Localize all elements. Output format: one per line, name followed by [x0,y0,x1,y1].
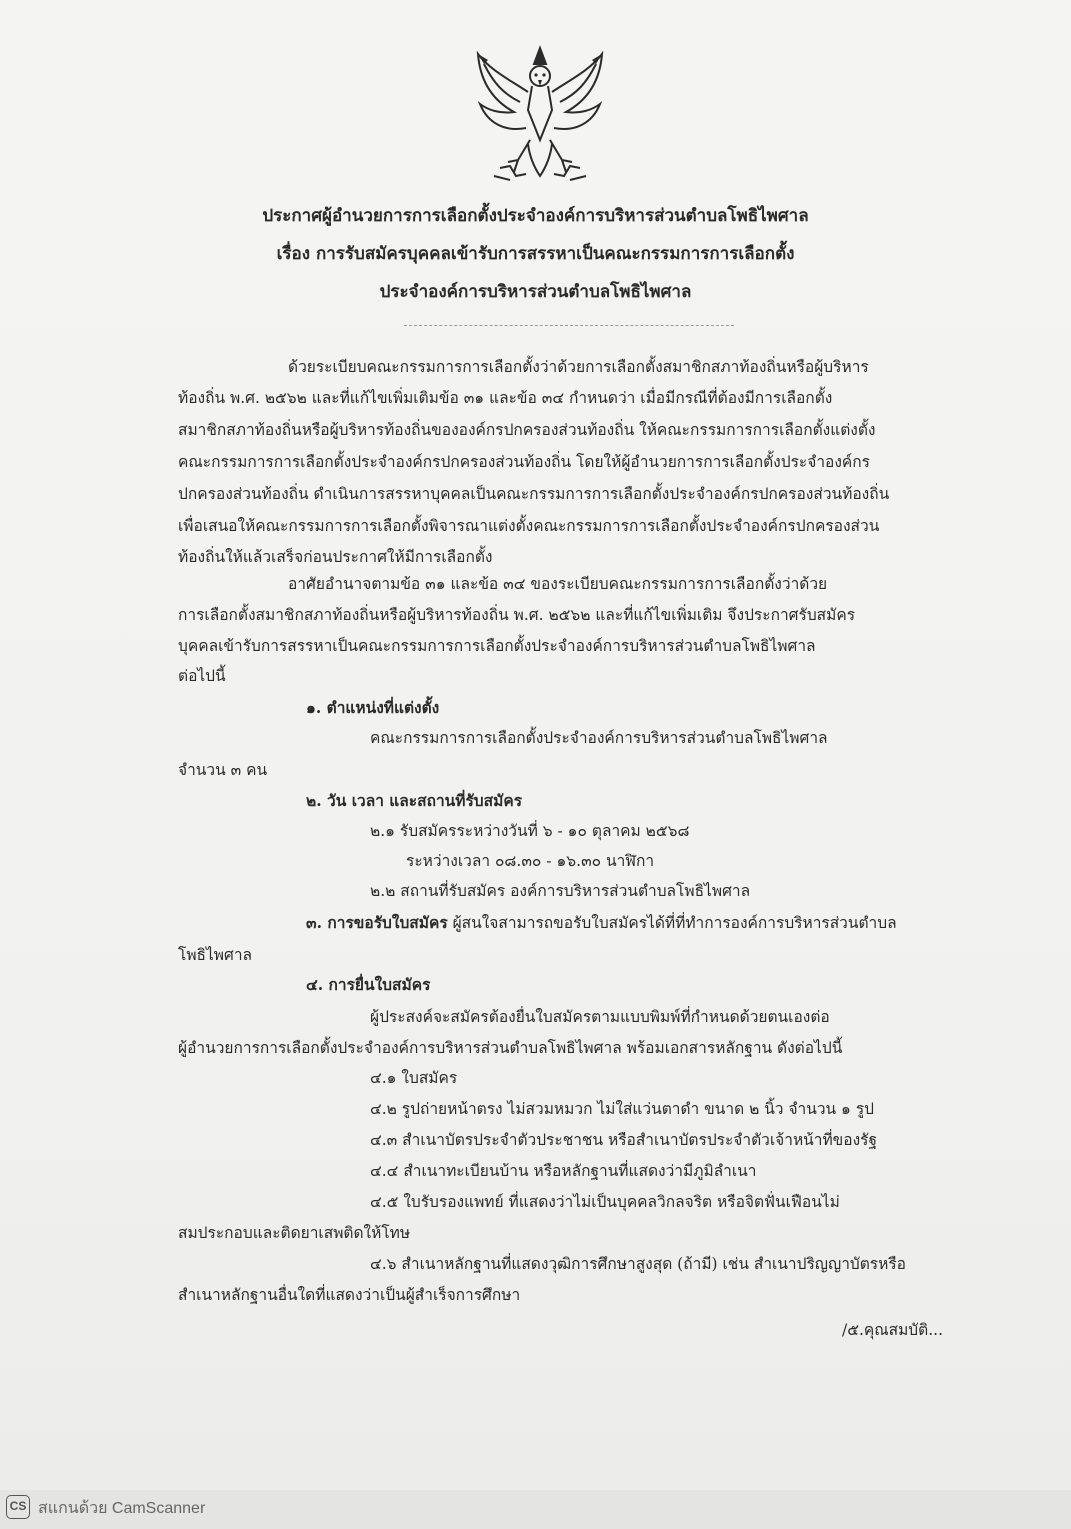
section-4-item-6-line-1: ๔.๖ สำเนาหลักฐานที่แสดงวุฒิการศึกษาสูงสุด (ถ้ามี) เช่น สำเนาปริญญาบัตรหรือ [370,1255,906,1273]
section-3-text: ผู้สนใจสามารถขอรับใบสมัครได้ที่ที่ทำการองค์การบริหารส่วนตำบล [452,914,897,932]
section-2-item-2: ๒.๒ สถานที่รับสมัคร องค์การบริหารส่วนตำบลโพธิไพศาล [370,882,751,900]
section-4-item-1: ๔.๑ ใบสมัคร [370,1069,458,1087]
continuation-note: /๕.คุณสมบัติ... [842,1321,943,1339]
section-4-item-2: ๔.๒ รูปถ่ายหน้าตรง ไม่สวมหมวก ไม่ใส่แว่นตาดำ ขนาด ๒ นิ้ว จำนวน ๑ รูป [370,1100,874,1118]
camscanner-label: สแกนด้วย CamScanner [38,1500,206,1517]
paragraph-1-line-4: คณะกรรมการการเลือกตั้งประจำองค์กรปกครองส่วนท้องถิ่น โดยให้ผู้อำนวยการการเลือกตั้งประจำองค์กร [178,453,870,471]
title-divider [404,325,734,326]
paragraph-2-line-1: อาศัยอำนาจตามข้อ ๓๑ และข้อ ๓๔ ของระเบียบคณะกรรมการการเลือกตั้งว่าด้วย [288,575,828,593]
section-4-intro-line-2: ผู้อำนวยการการเลือกตั้งประจำองค์การบริหารส่วนตำบลโพธิไพศาล พร้อมเอกสารหลักฐาน ดังต่อไปนี้ [178,1039,843,1057]
section-4-item-5-line-2: สมประกอบและติดยาเสพติดให้โทษ [178,1224,411,1242]
paragraph-2-line-2: การเลือกตั้งสมาชิกสภาท้องถิ่นหรือผู้บริหารท้องถิ่น พ.ศ. ๒๕๖๒ และที่แก้ไขเพิ่มเติม จึงประกาศรับสมัคร [178,606,856,624]
section-4-item-6-line-2: สำเนาหลักฐานอื่นใดที่แสดงว่าเป็นผู้สำเร็จการศึกษา [178,1286,521,1304]
announcement-title-line2: เรื่อง การรับสมัครบุคคลเข้ารับการสรรหาเป็นคณะกรรมการการเลือกตั้ง [276,244,795,264]
paragraph-1-line-7: ท้องถิ่นให้แล้วเสร็จก่อนประกาศให้มีการเลือกตั้ง [178,548,493,566]
paragraph-2-line-4: ต่อไปนี้ [178,667,226,685]
garuda-emblem [470,40,610,190]
announcement-title-line1: ประกาศผู้อำนวยการการเลือกตั้งประจำองค์การบริหารส่วนตำบลโพธิไพศาล [262,206,809,226]
paragraph-1-line-1: ด้วยระเบียบคณะกรรมการการเลือกตั้งว่าด้วยการเลือกตั้งสมาชิกสภาท้องถิ่นหรือผู้บริหาร [288,358,869,376]
announcement-title-line3: ประจำองค์การบริหารส่วนตำบลโพธิไพศาล [379,282,692,302]
camscanner-logo-icon: CS [6,1495,30,1519]
section-2-item-1-time: ระหว่างเวลา ๐๘.๓๐ - ๑๖.๓๐ นาฬิกา [406,852,655,870]
paragraph-2-line-3: บุคคลเข้ารับการสรรหาเป็นคณะกรรมการการเลือกตั้งประจำองค์การบริหารส่วนตำบลโพธิไพศาล [178,637,816,655]
section-3-line-2: โพธิไพศาล [178,946,253,964]
section-1-heading: ๑. ตำแหน่งที่แต่งตั้ง [306,698,440,717]
section-3-line-1 [306,913,897,933]
paragraph-1-line-2: ท้องถิ่น พ.ศ. ๒๕๖๒ และที่แก้ไขเพิ่มเติมข้อ ๓๑ และข้อ ๓๔ กำหนดว่า เมื่อมีกรณีที่ต้องมีการเลือกตั้ง [178,389,833,407]
section-4-intro-line-1: ผู้ประสงค์จะสมัครต้องยื่นใบสมัครตามแบบพิมพ์ที่กำหนดด้วยตนเองต่อ [370,1008,830,1026]
section-1-position: คณะกรรมการการเลือกตั้งประจำองค์การบริหารส่วนตำบลโพธิไพศาล [370,729,828,747]
paragraph-1-line-5: ปกครองส่วนท้องถิ่น ดำเนินการสรรหาบุคคลเป็นคณะกรรมการการเลือกตั้งประจำองค์กรปกครองส่วนท้องถิ่น [178,485,890,503]
section-4-item-3: ๔.๓ สำเนาบัตรประจำตัวประชาชน หรือสำเนาบัตรประจำตัวเจ้าหน้าที่ของรัฐ [370,1131,878,1149]
section-2-heading: ๒. วัน เวลา และสถานที่รับสมัคร [306,791,523,810]
section-1-count: จำนวน ๓ คน [178,761,268,779]
paragraph-1-line-6: เพื่อเสนอให้คณะกรรมการการเลือกตั้งพิจารณาแต่งตั้งคณะกรรมการการเลือกตั้งประจำองค์กรปกครองส่วน [178,517,880,535]
section-2-item-1: ๒.๑ รับสมัครระหว่างวันที่ ๖ - ๑๐ ตุลาคม ๒๕๖๘ [370,822,690,840]
section-4-heading: ๔. การยื่นใบสมัคร [306,975,431,994]
paragraph-1-line-3: สมาชิกสภาท้องถิ่นหรือผู้บริหารท้องถิ่นขององค์กรปกครองส่วนท้องถิ่น ให้คณะกรรมการการเลือกตั้งแต่งตั้ง [178,421,876,439]
section-4-item-4: ๔.๔ สำเนาทะเบียนบ้าน หรือหลักฐานที่แสดงว่ามีภูมิลำเนา [370,1162,757,1180]
section-3-heading: ๓. การขอรับใบสมัคร [306,913,448,932]
section-4-item-5-line-1: ๔.๕ ใบรับรองแพทย์ ที่แสดงว่าไม่เป็นบุคคลวิกลจริต หรือจิตฟั่นเฟือนไม่ [370,1193,840,1211]
